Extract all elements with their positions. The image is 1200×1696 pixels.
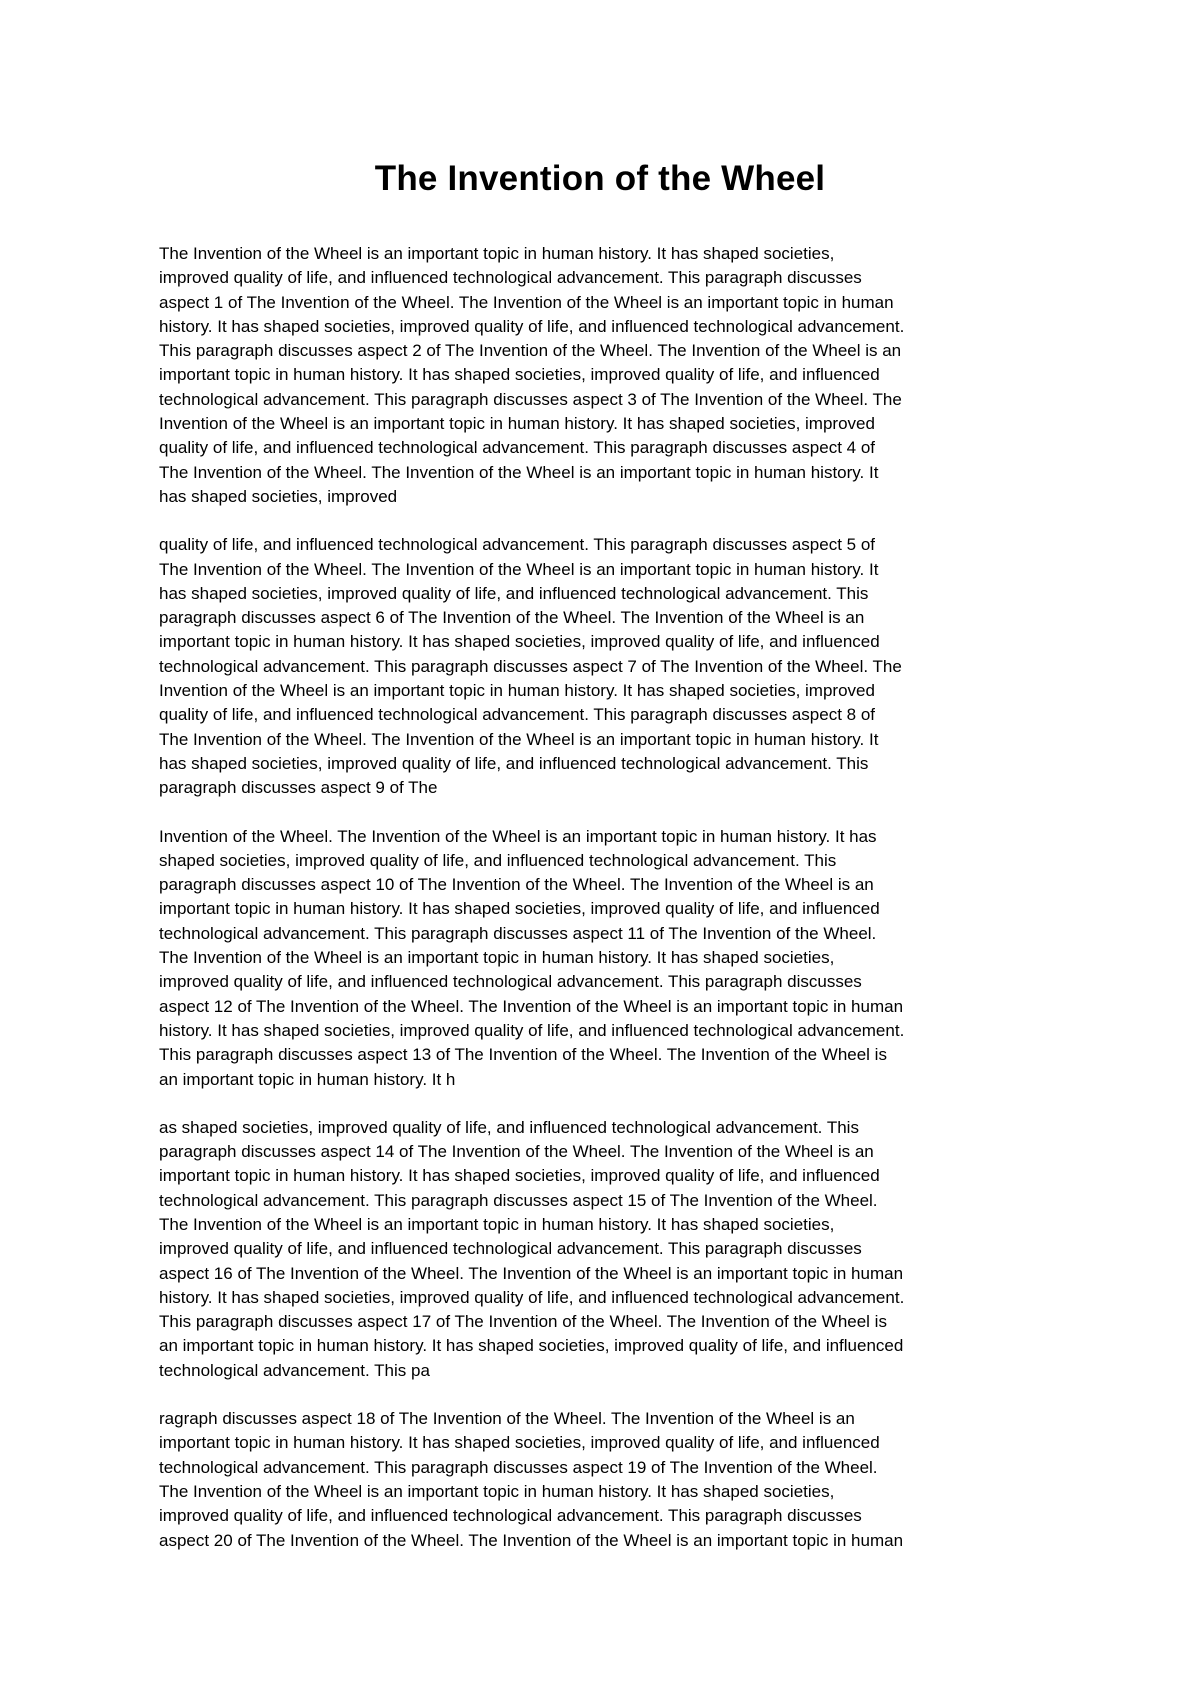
text-line: The Invention of the Wheel is an important topic in human history. It has shaped societies, [159, 948, 835, 968]
text-line: aspect 1 of The Invention of the Wheel. The Invention of the Wheel is an important topic in human [159, 292, 894, 312]
document-body [159, 242, 1059, 1577]
text-line: history. It has shaped societies, improved quality of life, and influenced technological advancement. [159, 316, 905, 336]
text-line: aspect 16 of The Invention of the Wheel. The Invention of the Wheel is an important topic in human [159, 1263, 904, 1283]
text-line: technological advancement. This paragraph discusses aspect 7 of The Invention of the Wheel. The [159, 656, 902, 676]
text-line: Invention of the Wheel is an important topic in human history. It has shaped societies, improved [159, 681, 875, 701]
text-line: improved quality of life, and influenced technological advancement. This paragraph discusses [159, 972, 862, 992]
text-line: as shaped societies, improved quality of life, and influenced technological advancement. This [159, 1117, 859, 1137]
text-line: The Invention of the Wheel is an important topic in human history. It has shaped societies, [159, 244, 835, 263]
text-line: technological advancement. This paragraph discusses aspect 11 of The Invention of the Wheel. [159, 923, 877, 943]
paragraph [159, 533, 1059, 800]
text-line: important topic in human history. It has shaped societies, improved quality of life, and influenced [159, 1166, 880, 1186]
text-line: The Invention of the Wheel is an important topic in human history. It has shaped societies, [159, 1481, 835, 1501]
text-line: The Invention of the Wheel. The Invention of the Wheel is an important topic in human history. It [159, 729, 879, 749]
text-line: quality of life, and influenced technological advancement. This paragraph discusses aspect 8 of [159, 705, 876, 725]
text-line: paragraph discusses aspect 10 of The Invention of the Wheel. The Invention of the Wheel is an [159, 875, 874, 895]
text-line: technological advancement. This paragraph discusses aspect 3 of The Invention of the Wheel. The [159, 389, 902, 409]
text-line: has shaped societies, improved quality of life, and influenced technological advancement. This [159, 583, 869, 603]
text-line: important topic in human history. It has shaped societies, improved quality of life, and influenced [159, 1433, 880, 1453]
paragraph [159, 242, 1059, 509]
text-line: Invention of the Wheel. The Invention of the Wheel is an important topic in human history. It has [159, 826, 877, 846]
text-line: important topic in human history. It has shaped societies, improved quality of life, and influenced [159, 899, 880, 919]
text-line: improved quality of life, and influenced technological advancement. This paragraph discusses [159, 1239, 862, 1259]
text-line: ragraph discusses aspect 18 of The Invention of the Wheel. The Invention of the Wheel is an [159, 1409, 855, 1429]
text-line: important topic in human history. It has shaped societies, improved quality of life, and influenced [159, 365, 880, 385]
text-line: an important topic in human history. It has shaped societies, improved quality of life, and influenced [159, 1336, 904, 1356]
text-line: This paragraph discusses aspect 2 of The Invention of the Wheel. The Invention of the Wheel is an [159, 341, 902, 361]
paragraph [159, 825, 1059, 1092]
text-line: quality of life, and influenced technological advancement. This paragraph discusses aspect 4 of [159, 438, 876, 458]
text-line: important topic in human history. It has shaped societies, improved quality of life, and influenced [159, 632, 880, 652]
text-line: aspect 12 of The Invention of the Wheel. The Invention of the Wheel is an important topic in human [159, 996, 904, 1016]
text-line: history. It has shaped societies, improved quality of life, and influenced technological advancement. [159, 1287, 905, 1307]
text-line: has shaped societies, improved [159, 486, 398, 506]
text-line: improved quality of life, and influenced technological advancement. This paragraph discusses [159, 1506, 862, 1526]
text-line: The Invention of the Wheel. The Invention of the Wheel is an important topic in human history. It [159, 559, 879, 579]
text-line: an important topic in human history. It h [159, 1069, 456, 1089]
text-line: This paragraph discusses aspect 13 of The Invention of the Wheel. The Invention of the Wheel is [159, 1045, 887, 1065]
text-line: paragraph discusses aspect 6 of The Invention of the Wheel. The Invention of the Wheel is an [159, 608, 865, 628]
text-line: aspect 20 of The Invention of the Wheel. The Invention of the Wheel is an important topic in human [159, 1530, 904, 1550]
text-line: Invention of the Wheel is an important topic in human history. It has shaped societies, improved [159, 414, 875, 434]
text-line: paragraph discusses aspect 9 of The [159, 778, 438, 798]
text-line: The Invention of the Wheel is an important topic in human history. It has shaped societies, [159, 1214, 835, 1234]
paragraph [159, 1116, 1059, 1383]
text-line: quality of life, and influenced technological advancement. This paragraph discusses aspect 5 of [159, 535, 876, 555]
text-line: technological advancement. This paragraph discusses aspect 19 of The Invention of the Wheel. [159, 1457, 878, 1477]
text-line: improved quality of life, and influenced technological advancement. This paragraph discusses [159, 268, 862, 288]
text-line: has shaped societies, improved quality of life, and influenced technological advancement. This [159, 753, 869, 773]
paragraph [159, 1407, 1059, 1553]
text-line: technological advancement. This pa [159, 1360, 430, 1380]
text-line: history. It has shaped societies, improved quality of life, and influenced technological advancement. [159, 1020, 905, 1040]
text-line: This paragraph discusses aspect 17 of The Invention of the Wheel. The Invention of the Wheel is [159, 1312, 887, 1332]
text-line: shaped societies, improved quality of life, and influenced technological advancement. This [159, 850, 837, 870]
text-line: paragraph discusses aspect 14 of The Invention of the Wheel. The Invention of the Wheel is an [159, 1142, 874, 1162]
text-line: technological advancement. This paragraph discusses aspect 15 of The Invention of the Wheel. [159, 1190, 878, 1210]
text-line: The Invention of the Wheel. The Invention of the Wheel is an important topic in human history. It [159, 462, 879, 482]
document-title: The Invention of the Wheel [374, 159, 826, 198]
